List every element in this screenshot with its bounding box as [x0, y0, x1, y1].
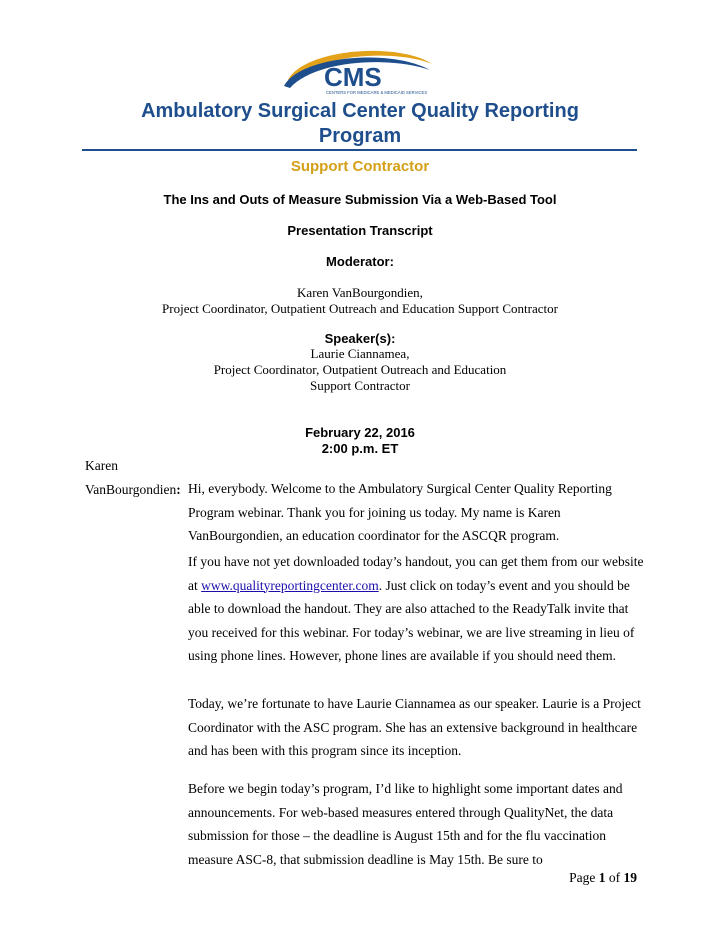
speakers-label: Speaker(s): — [324, 331, 396, 346]
transcript-heading: Presentation Transcript — [287, 223, 433, 238]
document-title-line-2: Program — [318, 125, 402, 147]
document-title-line-1: Ambulatory Surgical Center Quality Reporting — [141, 100, 579, 122]
transcript-paragraph-3: Today, we’re fortunate to have Laurie Ciannamea as our speaker. Laurie is a Project Coordinator with the ASC program. She has an extensive background in healthcare and has been with this program since its inception. — [188, 696, 641, 758]
speaker-label-line-1: Karen — [85, 458, 118, 473]
moderator-label: Moderator: — [326, 254, 394, 269]
presentation-time: 2:00 p.m. ET — [321, 441, 399, 456]
logo-subtitle: CENTERS FOR MEDICARE & MEDICAID SERVICES — [326, 90, 428, 95]
qualityreportingcenter-link[interactable]: www.qualityreportingcenter.com — [201, 577, 379, 593]
presentation-date: February 22, 2016 — [305, 425, 415, 440]
support-contractor-label: Support Contractor — [290, 158, 430, 175]
page-number: Page 1 of 19 — [569, 870, 637, 885]
moderator-name: Karen VanBourgondien, — [297, 285, 423, 300]
speaker-label-line-2: VanBourgondien: — [85, 482, 181, 497]
speaker-role-line-1: Project Coordinator, Outpatient Outreach and Education — [213, 362, 507, 377]
speaker-name: Laurie Ciannamea, — [310, 346, 410, 361]
transcript-paragraph-4: Before we begin today’s program, I’d like to highlight some important dates and announcements. For web-based measures entered through QualityNet, the data submission for those – the deadline is August 15th and for the flu vaccination measure ASC-8, that submission deadline is May 15th. Be sure to — [188, 781, 623, 867]
cms-logo — [280, 46, 440, 96]
moderator-role: Project Coordinator, Outpatient Outreach and Education Support Contractor — [162, 301, 558, 316]
transcript-paragraph-2: If you have not yet downloaded today’s handout, you can get them from our website at www.qualityreportingcenter.com. Just click on today’s event and you should be able to download the handout. They are also attached to the ReadyTalk invite that you received for this webinar. For today’s webinar, we are live streaming in lieu of using phone lines. However, phone lines are available if you should need them. — [188, 554, 644, 663]
logo-wordmark: CMS — [324, 62, 382, 92]
presentation-subtitle: The Ins and Outs of Measure Submission Via a Web-Based Tool — [163, 192, 557, 207]
title-divider — [82, 149, 637, 151]
transcript-paragraph-1: Hi, everybody. Welcome to the Ambulatory Surgical Center Quality Reporting Program webinar. Thank you for joining us today. My name is Karen VanBourgondien, an education coordinator for the ASCQR program. — [188, 481, 612, 543]
speaker-role-line-2: Support Contractor — [309, 378, 410, 393]
